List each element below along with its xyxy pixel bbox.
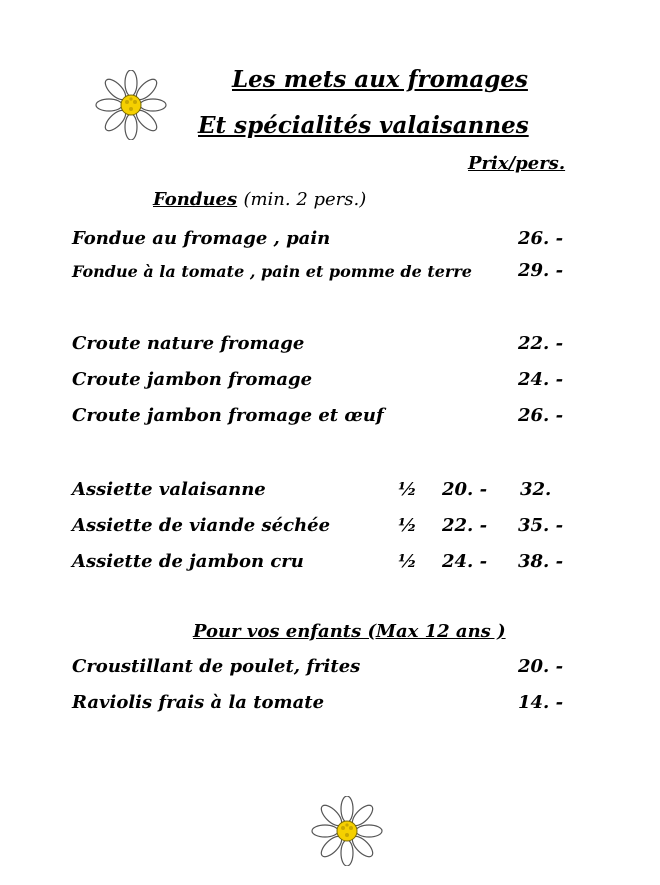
menu-subtitle: Et spécialités valaisannes [198, 112, 529, 139]
fondues-note: (min. 2 pers.) [243, 189, 367, 210]
menu-item-price: 14. - [518, 692, 564, 713]
menu-item-price: 20. - [518, 656, 564, 677]
menu-item-price: 38. - [518, 551, 564, 572]
edelweiss-icon [309, 796, 385, 866]
menu-item-name: Assiette de jambon cru [72, 551, 304, 572]
menu-item-name: Croustillant de poulet, frites [72, 656, 361, 677]
half-portion-price: 22. - [442, 515, 488, 536]
price-header: Prix/pers. [468, 153, 566, 174]
menu-item-name: Fondue au fromage , pain [72, 228, 331, 249]
menu-item-price: 26. - [518, 405, 564, 426]
edelweiss-icon [93, 70, 169, 140]
menu-item-name: Croute nature fromage [72, 333, 305, 354]
menu-item-price: 32. [520, 479, 552, 500]
half-portion-price: 20. - [442, 479, 488, 500]
menu-item-name: Croute jambon fromage et œuf [72, 405, 384, 426]
menu-item-name: Raviolis frais à la tomate [72, 692, 325, 713]
half-portion-price: 24. - [442, 551, 488, 572]
menu-item-name: Fondue à la tomate , pain et pomme de terre [72, 262, 472, 281]
menu-item-price: 22. - [518, 333, 564, 354]
menu-item-price: 35. - [518, 515, 564, 536]
half-portion-label: ½ [398, 551, 417, 572]
menu-item-price: 24. - [518, 369, 564, 390]
half-portion-label: ½ [398, 479, 417, 500]
kids-heading: Pour vos enfants (Max 12 ans ) [193, 621, 506, 642]
menu-item-price: 29. - [518, 260, 564, 281]
menu-title: Les mets aux fromages [232, 66, 528, 93]
menu-item-name: Croute jambon fromage [72, 369, 313, 390]
menu-item-name: Assiette valaisanne [72, 479, 266, 500]
menu-item-price: 26. - [518, 228, 564, 249]
fondues-heading: Fondues [153, 189, 238, 210]
fondues-heading-row [153, 189, 366, 210]
half-portion-label: ½ [398, 515, 417, 536]
menu-item-name: Assiette de viande séchée [72, 515, 331, 536]
